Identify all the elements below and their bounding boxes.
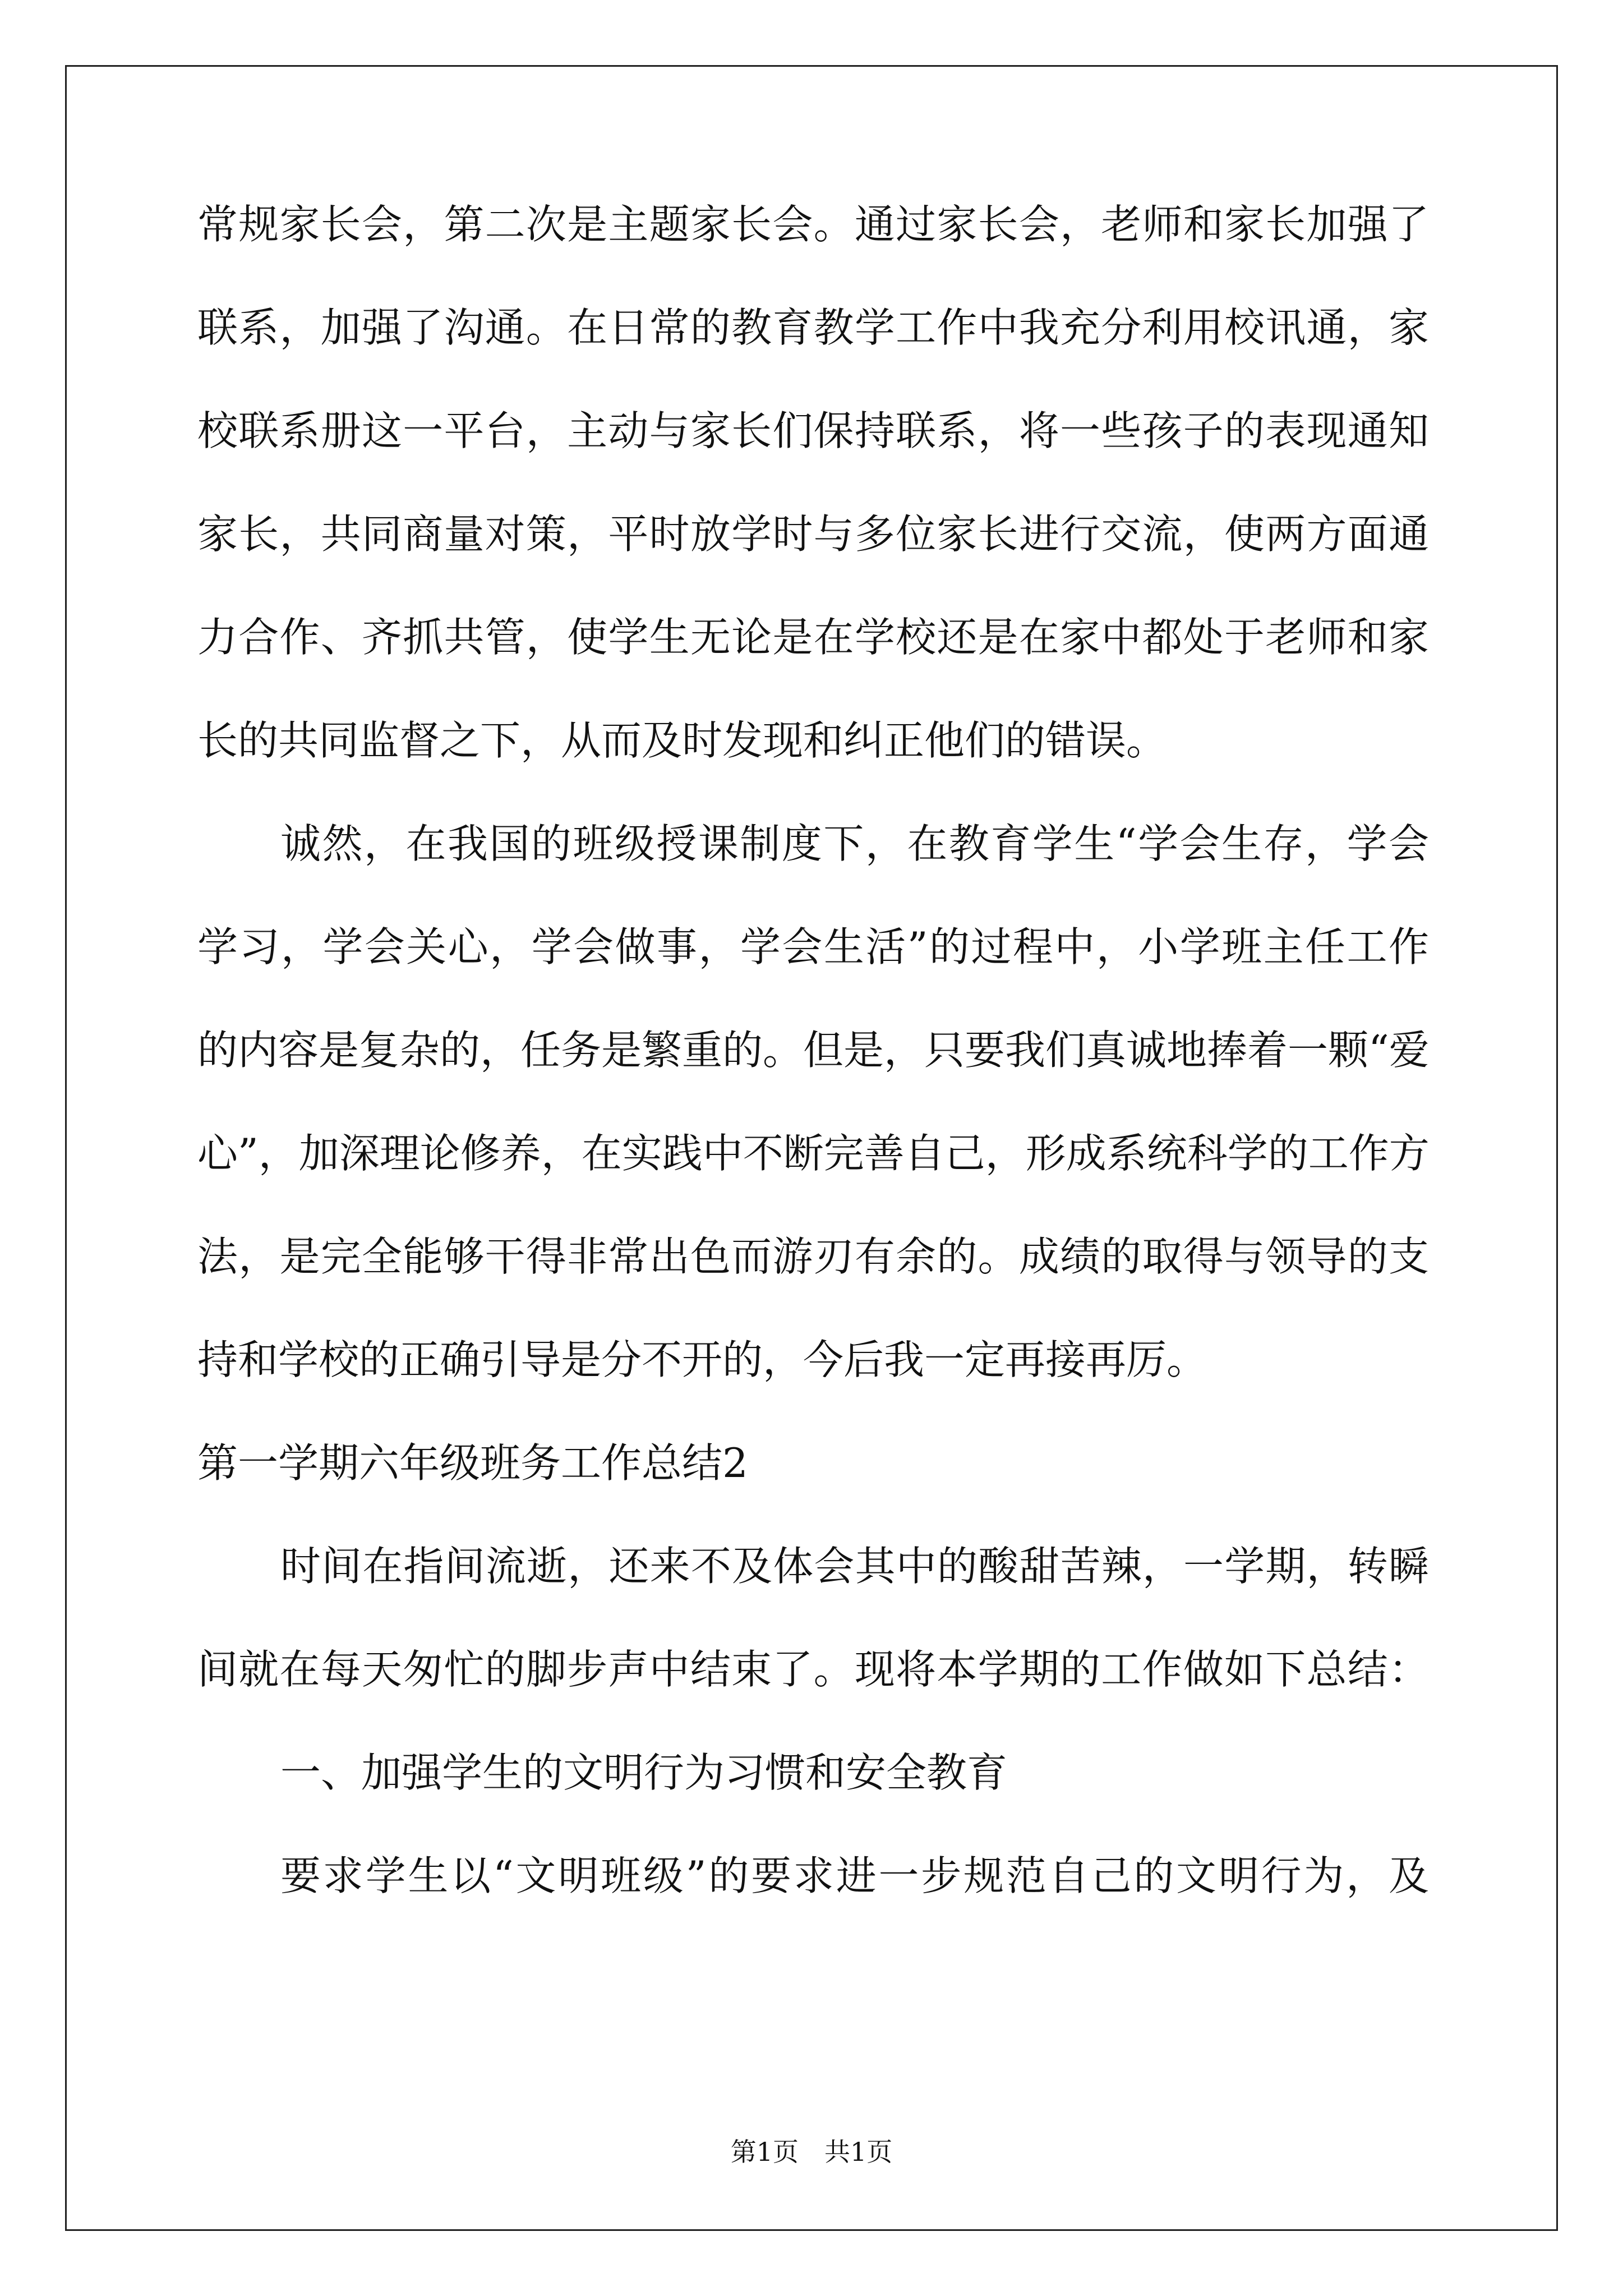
body-line: 法，是完全能够干得非常出色而游刃有余的。成绩的取得与领导的支 xyxy=(197,1233,1429,1280)
body-line: 校联系册这一平台，主动与家长们保持联系，将一些孩子的表现通知 xyxy=(197,407,1429,454)
body-line: 家长，共同商量对策，平时放学时与多位家长进行交流，使两方面通 xyxy=(197,510,1429,558)
body-line: 学习，学会关心，学会做事，学会生活”的过程中，小学班主任工作 xyxy=(197,923,1429,970)
subsection-heading: 一、加强学生的文明行为习惯和安全教育 xyxy=(280,1749,1008,1796)
body-line: 时间在指间流逝，还来不及体会其中的酸甜苦辣，一学期，转瞬 xyxy=(280,1543,1429,1590)
body-line: 常规家长会，第二次是主题家长会。通过家长会，老师和家长加强了 xyxy=(197,201,1429,248)
body-line: 联系，加强了沟通。在日常的教育教学工作中我充分利用校讯通，家 xyxy=(197,304,1429,351)
page-number: 第1页 共1页 xyxy=(730,2137,893,2167)
body-line: 要求学生以“文明班级”的要求进一步规范自己的文明行为，及 xyxy=(280,1852,1429,1899)
body-line: 心”，加深理论修养，在实践中不断完善自己，形成系统科学的工作方 xyxy=(197,1130,1430,1177)
body-line: 间就在每天匆忙的脚步声中结束了。现将本学期的工作做如下总结： xyxy=(197,1646,1429,1693)
body-line: 持和学校的正确引导是分不开的，今后我一定再接再厉。 xyxy=(197,1336,1207,1383)
body-line: 长的共同监督之下，从而及时发现和纠正他们的错误。 xyxy=(197,717,1167,764)
body-line: 力合作、齐抓共管，使学生无论是在学校还是在家中都处于老师和家 xyxy=(197,614,1429,661)
body-line: 的内容是复杂的，任务是繁重的。但是，只要我们真诚地捧着一颗“爱 xyxy=(197,1027,1430,1074)
body-line: 诚然，在我国的班级授课制度下，在教育学生“学会生存，学会 xyxy=(280,820,1429,867)
section-heading: 第一学期六年级班务工作总结2 xyxy=(197,1439,748,1487)
